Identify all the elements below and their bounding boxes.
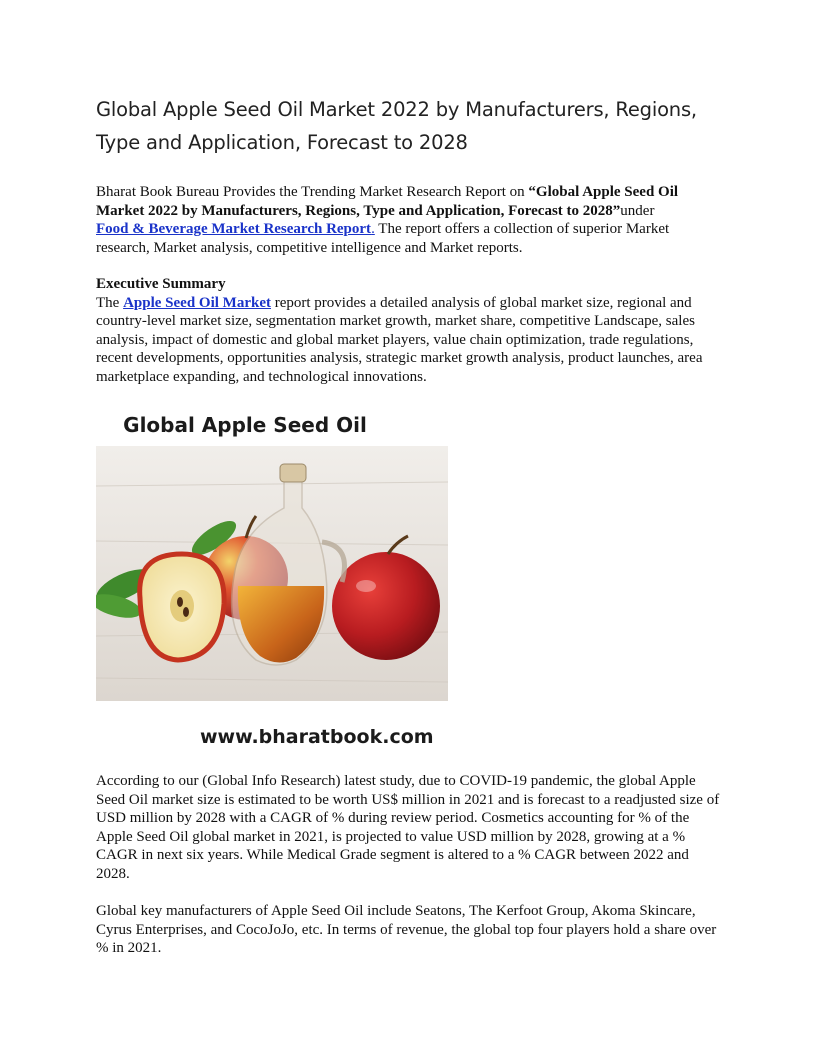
food-beverage-link-dot[interactable]: . xyxy=(371,221,375,237)
intro-report-name: “Global Apple Seed Oil Market 2022 by Manufacturers, Regions, Type and Application, Forecast to 2028” xyxy=(96,184,679,219)
food-beverage-link[interactable]: Food & Beverage Market Research Report xyxy=(96,221,372,237)
apple-seed-oil-market-link[interactable]: Apple Seed Oil Market xyxy=(123,294,271,311)
page-title xyxy=(96,93,736,159)
study-paragraph: According to our (Global Info Research) latest study, due to COVID-19 pandemic, the global Apple Seed Oil market size is estimated to be worth US$ million in 2021 and is forecast to a readjusted size of USD million by 2028 with a CAGR of % during review period. Cosmetics accounting for % of the Apple Seed Oil global market in 2021, is projected to value USD million by 2028, growing at a % CAGR in next six years. While Medical Grade segment is altered to a % CAGR between 2022 and 2028. xyxy=(96,773,720,882)
intro-suffix: The report offers a collection of superior Market research, Market analysis, competitive intelligence and Market reports. xyxy=(96,221,670,256)
executive-summary-paragraph xyxy=(96,275,724,386)
intro-under: under xyxy=(620,202,655,219)
manufacturers-paragraph: Global key manufacturers of Apple Seed Oil include Seatons, The Kerfoot Group, Akoma Skincare, Cyrus Enterprises, and CocoJoJo, etc. In terms of revenue, the global top four players hold a share over % in 2021. xyxy=(96,903,717,956)
figure-url: www.bharatbook.com xyxy=(200,726,434,748)
title-line-2: Type and Application, Forecast to 2028 xyxy=(96,131,468,154)
executive-summary-heading: Executive Summary xyxy=(96,276,226,292)
intro-paragraph xyxy=(96,183,724,257)
report-figure xyxy=(96,398,448,758)
intro-prefix: Bharat Book Bureau Provides the Trending Market Research Report on xyxy=(96,184,529,200)
figure-title-line-1: Global Apple Seed Oil xyxy=(123,413,367,437)
executive-summary-body: report provides a detailed analysis of global market size, regional and country-level market size, segmentation market growth, market share, competitive Landscape, sales analysis, impact of domestic and global market players, value chain optimization, trade regulations, recent developments, opportunities analysis, strategic market growth analysis, product launches, area marketplace expanding, and technological innovations. xyxy=(96,294,703,385)
apple-seed-oil-photo xyxy=(96,446,448,701)
title-line-1: Global Apple Seed Oil Market 2022 by Manufacturers, Regions, xyxy=(96,98,697,121)
exec-the: The xyxy=(96,294,124,311)
